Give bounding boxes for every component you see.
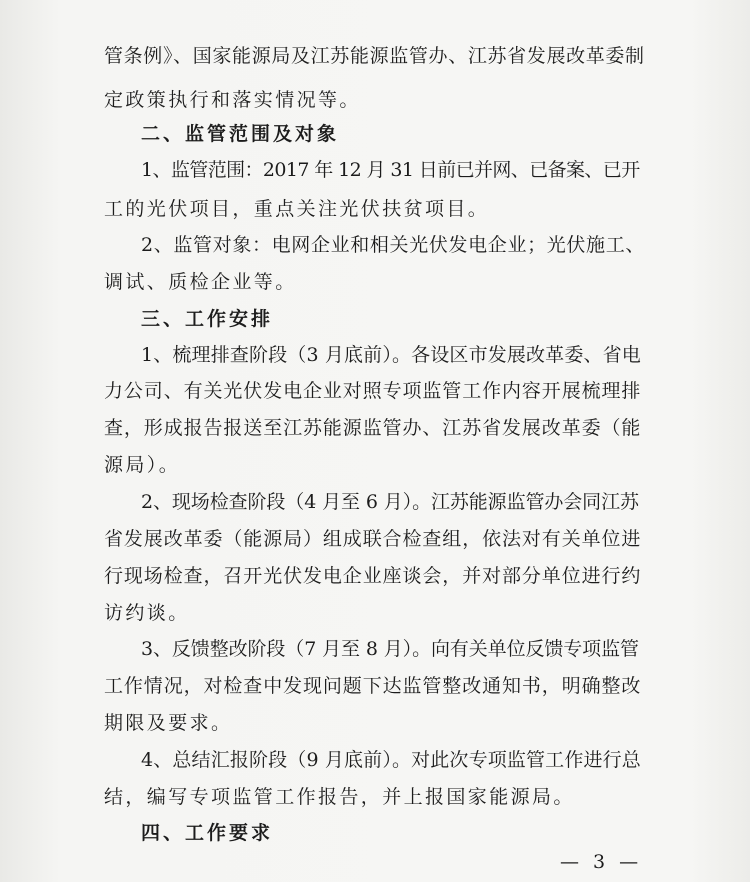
text-line: 调试、质检企业等。	[104, 271, 297, 293]
text-line: 3、反馈整改阶段（7 月至 8 月）。向有关单位反馈专项监管	[141, 638, 639, 660]
text-line: 4、总结汇报阶段（9 月底前）。对此次专项监管工作进行总	[141, 749, 641, 771]
section-heading: 二、监管范围及对象	[141, 123, 340, 145]
text-line: 力公司、有关光伏发电企业对照专项监管工作内容开展梳理排	[104, 380, 642, 402]
text-line: 2、监管对象：电网企业和相关光伏发电企业；光伏施工、	[141, 234, 645, 256]
text-line: 省发展改革委（能源局）组成联合检查组，依法对有关单位进	[104, 528, 642, 550]
page-number: — 3 —	[560, 851, 643, 873]
text-line: 工的光伏项目，重点关注光伏扶贫项目。	[104, 198, 490, 220]
text-line: 期限及要求。	[104, 712, 233, 734]
text-line: 定政策执行和落实情况等。	[104, 89, 361, 111]
text-line: 1、梳理排查阶段（3 月底前）。各设区市发展改革委、省电	[141, 344, 641, 366]
section-heading: 三、工作安排	[141, 308, 274, 330]
text-line: 1、监管范围：2017 年 12 月 31 日前已并网、已备案、已开	[141, 159, 640, 181]
text-line: 管条例》、国家能源局及江苏能源监管办、江苏省发展改革委制	[104, 45, 645, 67]
text-line: 查，形成报告报送至江苏能源监管办、江苏省发展改革委（能	[104, 417, 642, 439]
text-line: 工作情况，对检查中发现问题下达监管整改通知书，明确整改	[104, 675, 642, 697]
text-line: 2、现场检查阶段（4 月至 6 月）。江苏能源监管办会同江苏	[141, 491, 639, 513]
text-line: 结，编写专项监管工作报告，并上报国家能源局。	[104, 786, 575, 808]
text-line: 行现场检查，召开光伏发电企业座谈会，并对部分单位进行约	[104, 565, 642, 587]
section-heading: 四、工作要求	[141, 822, 274, 844]
text-line: 访约谈。	[104, 602, 190, 624]
text-line: 源局）。	[104, 454, 181, 476]
